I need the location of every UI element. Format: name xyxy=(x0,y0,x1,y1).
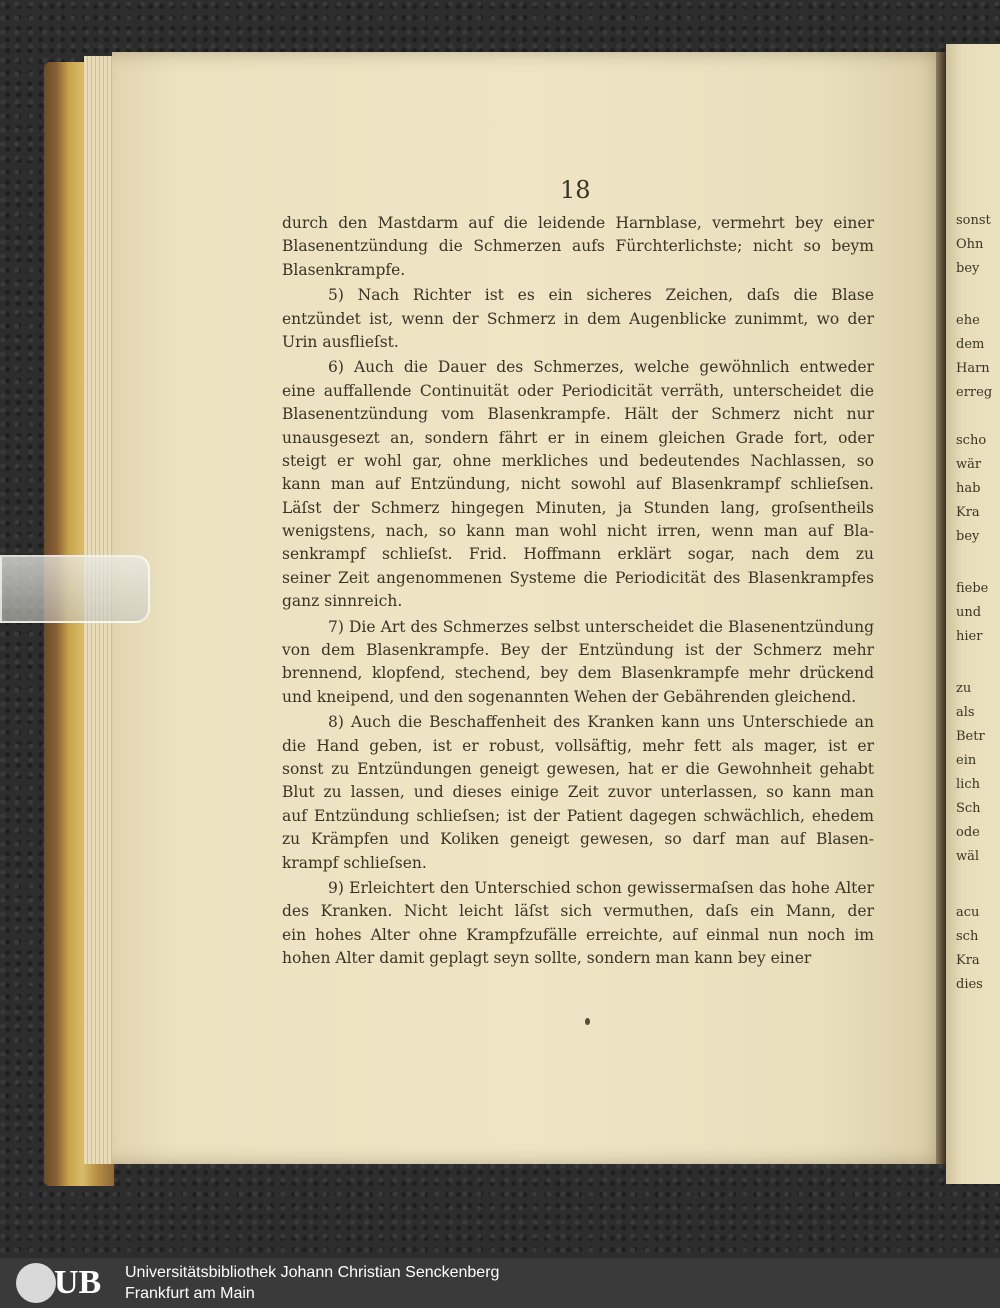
text-line: Blasenentzündung vom Blasenkrampfe. Hält der Schmerz nicht nur xyxy=(282,405,874,424)
footer-bar xyxy=(0,1258,1000,1308)
next-page-word: Kra xyxy=(956,505,980,520)
next-page-word: ehe xyxy=(956,313,980,328)
next-page-word: und xyxy=(956,605,982,620)
text-line: auf Entzündung schlieſsen; ist der Patient dagegen schwächlich, ehedem xyxy=(282,806,874,825)
next-page-word: Harn xyxy=(956,361,990,376)
portrait-icon xyxy=(16,1263,56,1303)
text-line: Blasenkrampfe. xyxy=(282,260,406,279)
text-line: 9) Erleichtert den Unterschied schon gewissermaſsen das hohe Alter xyxy=(328,878,874,897)
text-line: und kneipend, und den sogenannten Wehen der Gebährenden gleichend. xyxy=(282,687,857,706)
next-page-word: dem xyxy=(956,337,985,352)
next-page-word: sonst xyxy=(956,213,991,228)
library-name: Universitätsbibliothek Johann Christian Senckenberg xyxy=(125,1264,500,1281)
next-page-word: ode xyxy=(956,825,980,840)
next-page-word: scho xyxy=(956,433,987,448)
text-line: 7) Die Art des Schmerzes selbst unterscheidet die Blasenentzündung xyxy=(328,617,874,636)
text-line: senkrampf schlieſst. Frid. Hoffmann erklärt sogar, nach dem zu xyxy=(282,545,874,564)
next-page-word: zu xyxy=(956,681,972,696)
text-line: krampf schlieſsen. xyxy=(282,853,427,872)
paragraph xyxy=(282,212,874,282)
library-location: Frankfurt am Main xyxy=(125,1285,255,1302)
text-line: die Hand geben, ist er robust, vollsäftig, mehr fett als mager, ist er xyxy=(282,736,874,755)
next-page-edge xyxy=(946,44,1000,1184)
text-line: Blasenentzündung die Schmerzen aufs Fürchterlichste; nicht so beym xyxy=(282,237,874,256)
text-line: eine auffallende Continuität oder Periodicität verräth, unterscheidet die xyxy=(282,381,874,400)
next-page-word: lich xyxy=(956,777,980,792)
next-page-word: hier xyxy=(956,629,983,644)
text-line: 8) Auch die Beschaffenheit des Kranken kann uns Unterschiede an xyxy=(328,713,874,732)
paragraph xyxy=(282,284,874,354)
text-line: Urin ausflieſst. xyxy=(282,332,399,351)
next-page-word: bey xyxy=(956,261,980,276)
text-line: seiner Zeit angenommenen Systeme die Periodicität des Blasenkrampfes xyxy=(282,568,874,587)
text-line: 6) Auch die Dauer des Schmerzes, welche gewöhnlich entweder xyxy=(328,358,874,377)
ub-logo-text: UB xyxy=(54,1264,102,1301)
page-text xyxy=(282,210,874,971)
next-page-word: Betr xyxy=(956,729,985,744)
library-logo[interactable] xyxy=(16,1263,112,1303)
ornament-mark xyxy=(585,1018,590,1025)
text-line: hohen Alter damit geplagt seyn sollte, sondern man kann bey einer xyxy=(282,949,812,968)
next-page-word: hab xyxy=(956,481,981,496)
next-page-word: Ohn xyxy=(956,237,984,252)
text-line: ganz sinnreich. xyxy=(282,592,403,611)
text-line: von dem Blasenkrampfe. Bey der Entzündung ist der Schmerz mehr xyxy=(282,641,874,660)
bookmark-strip xyxy=(0,555,150,623)
next-page-word: bey xyxy=(956,529,980,544)
book-gutter xyxy=(936,52,946,1164)
next-page-word: dies xyxy=(956,977,983,992)
paragraph xyxy=(282,877,874,971)
paragraph xyxy=(282,616,874,710)
text-line: kann man auf Entzündung, nicht sowohl auf Blasenkrampf schlieſsen. xyxy=(282,475,874,494)
page-number: 18 xyxy=(560,176,591,204)
next-page-word: als xyxy=(956,705,975,720)
text-line: wenigstens, nach, so kann man wohl nicht irren, wenn man auf Bla- xyxy=(282,522,874,541)
text-line: Blut zu lassen, und dieses einige Zeit zuvor unterlassen, so kann man xyxy=(282,783,874,802)
next-page-word: sch xyxy=(956,929,979,944)
next-page-word: wäl xyxy=(956,849,980,864)
text-line: unausgesezt an, sondern fährt er in einem gleichen Grade fort, oder xyxy=(282,428,874,447)
next-page-word: Sch xyxy=(956,801,981,816)
next-page-word: ein xyxy=(956,753,977,768)
next-page-word: acu xyxy=(956,905,980,920)
text-line: sonst zu Entzündungen geneigt gewesen, hat er die Gewohnheit gehabt xyxy=(282,759,874,778)
paragraph xyxy=(282,711,874,875)
next-page-word: wär xyxy=(956,457,982,472)
text-line: entzündet ist, wenn der Schmerz in dem Augenblicke zunimmt, wo der xyxy=(282,309,874,328)
text-line: steigt er wohl gar, ohne merkliches und bedeutendes Nachlassen, so xyxy=(282,451,874,470)
text-line: 5) Nach Richter ist es ein sicheres Zeichen, daſs die Blase xyxy=(328,286,874,305)
text-line: durch den Mastdarm auf die leidende Harnblase, vermehrt bey einer xyxy=(282,214,874,232)
text-line: ein hohes Alter ohne Krampfzufälle erreichte, auf einmal nun noch im xyxy=(282,925,874,944)
text-line: zu Krämpfen und Koliken geneigt gewesen, so darf man auf Blasen- xyxy=(282,830,874,849)
paragraph xyxy=(282,356,874,613)
text-line: brennend, klopfend, stechend, bey dem Blasenkrampfe mehr drückend xyxy=(282,664,874,683)
next-page-word: fiebe xyxy=(956,581,989,596)
text-line: Läſst der Schmerz hingegen Minuten, ja Stunden lang, groſsentheils xyxy=(282,498,874,517)
next-page-word: Kra xyxy=(956,953,980,968)
text-line: des Kranken. Nicht leicht läſst sich vermuthen, daſs ein Mann, der xyxy=(282,902,874,921)
next-page-word: erreg xyxy=(956,385,993,400)
